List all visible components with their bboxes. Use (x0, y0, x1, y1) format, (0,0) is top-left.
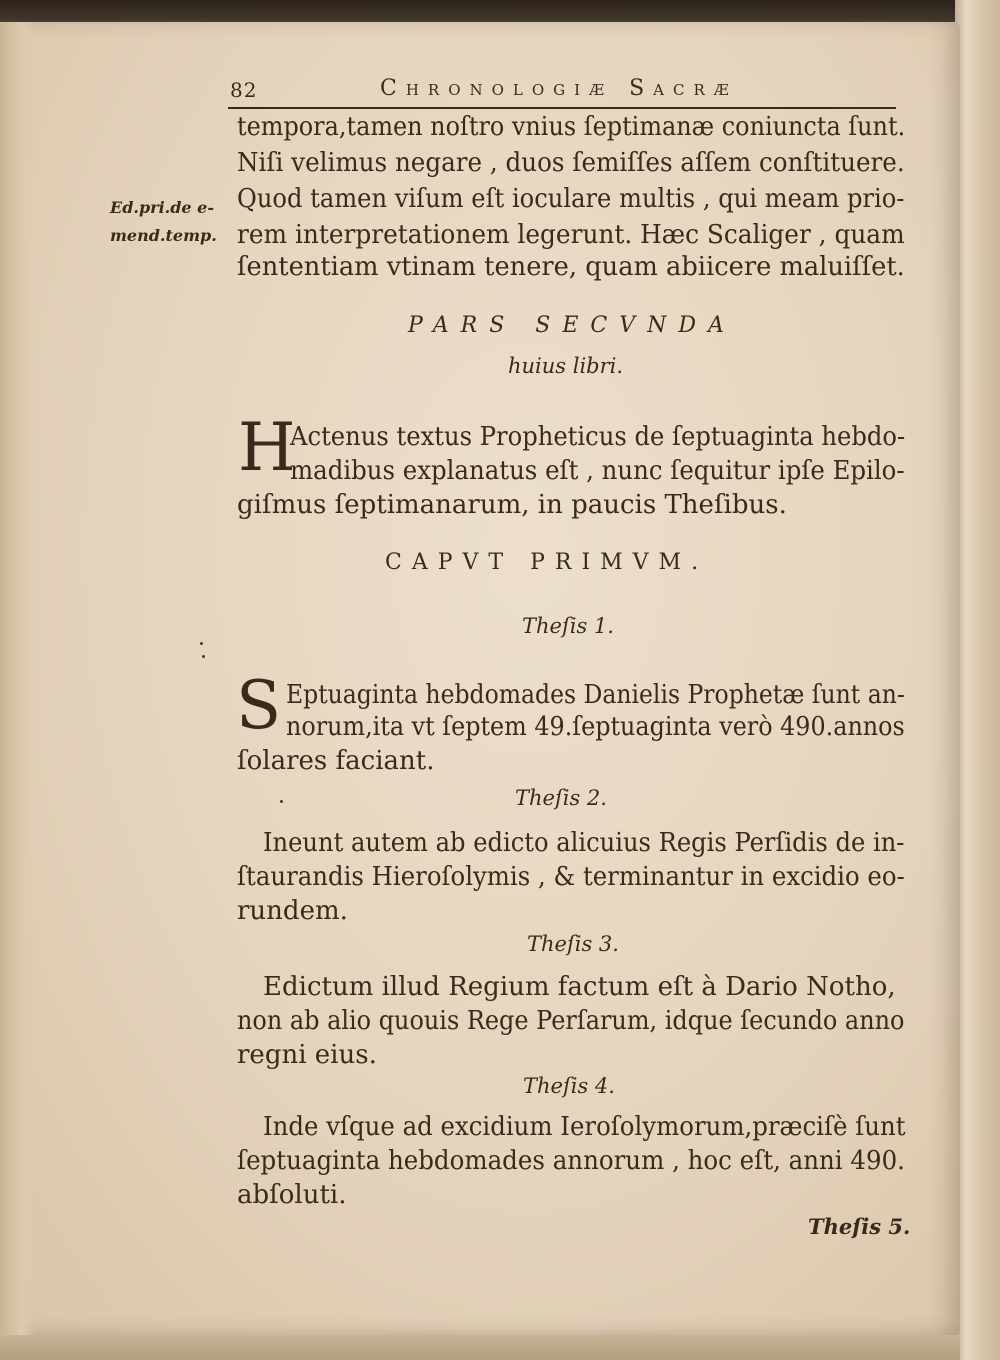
drop-cap-h: H (238, 409, 296, 486)
page-number: 82 (230, 78, 258, 102)
para1-line-2: madibus explanatus eſt , nunc ſequitur ipſe Epilo- (290, 456, 905, 486)
thesis-4-line-1: Inde vſque ad excidium Ieroſolymorum,præciſè ſunt (263, 1112, 906, 1142)
para1-line-1: Actenus textus Propheticus de ſeptuaginta hebdo- (290, 422, 906, 452)
thesis-2-line-3: rundem. (237, 896, 348, 926)
thesis-3-line-2: non ab alio quouis Rege Perſarum, idque ſecundo anno (237, 1006, 905, 1036)
part-subtitle: huius libri. (508, 354, 624, 378)
header-rule (228, 107, 896, 109)
thesis-2-line-2: ſtaurandis Hieroſolymis , & terminantur in excidio eo- (237, 862, 905, 892)
thesis-4-line-3: abſoluti. (237, 1180, 347, 1210)
intro-line-2: Niſi velimus negare , duos ſemiſſes aſſem conſtituere. (237, 148, 905, 178)
running-title: Chronologiæ Sacræ (380, 76, 738, 101)
thesis-1-label: Theſis 1. (522, 614, 614, 638)
margin-note-line-1: Ed.pri.de e- (110, 198, 214, 217)
ink-speck (200, 642, 203, 645)
ink-speck (280, 800, 283, 803)
drop-cap-s: S (236, 667, 282, 744)
intro-line-4: rem interpretationem legerunt. Hæc Scaliger , quam (237, 220, 905, 250)
page-bottom-edge (0, 1335, 960, 1360)
thesis-3-line-1: Edictum illud Regium factum eſt à Dario Notho, (263, 972, 896, 1002)
part-title: PARS SECVNDA (408, 313, 736, 338)
chapter-heading: CAPVT PRIMVM. (385, 550, 709, 575)
ink-speck (202, 655, 205, 658)
thesis-4-line-2: ſeptuaginta hebdomades annorum , hoc eſt, anni 490. (237, 1146, 905, 1176)
intro-line-5: ſententiam vtinam tenere, quam abiicere maluiſſet. (237, 252, 905, 282)
intro-line-3: Quod tamen viſum eſt ioculare multis , qui meam prio- (237, 184, 905, 214)
facing-page-edge (955, 0, 1000, 1360)
catchword: Theſis 5. (808, 1214, 911, 1239)
thesis-1-line-1: Eptuaginta hebdomades Danielis Prophetæ ſunt an- (286, 680, 905, 710)
thesis-1-line-2: norum,ita vt ſeptem 49.ſeptuaginta verò 490.annos (286, 712, 905, 742)
page-stack-edge (0, 22, 36, 1340)
thesis-2-label: Theſis 2. (515, 786, 607, 810)
margin-note-line-2: mend.temp. (110, 226, 217, 245)
thesis-1-line-3: ſolares faciant. (237, 746, 435, 776)
thesis-3-label: Theſis 3. (527, 932, 619, 956)
thesis-3-line-3: regni eius. (237, 1040, 377, 1070)
intro-line-1: tempora,tamen noſtro vnius ſeptimanæ coniuncta ſunt. (237, 112, 906, 142)
thesis-4-label: Theſis 4. (523, 1074, 615, 1098)
page-header (225, 74, 905, 108)
para1-line-3: giſmus ſeptimanarum, in paucis Theſibus. (237, 490, 787, 520)
thesis-2-line-1: Ineunt autem ab edicto alicuius Regis Perſidis de in- (263, 828, 905, 858)
